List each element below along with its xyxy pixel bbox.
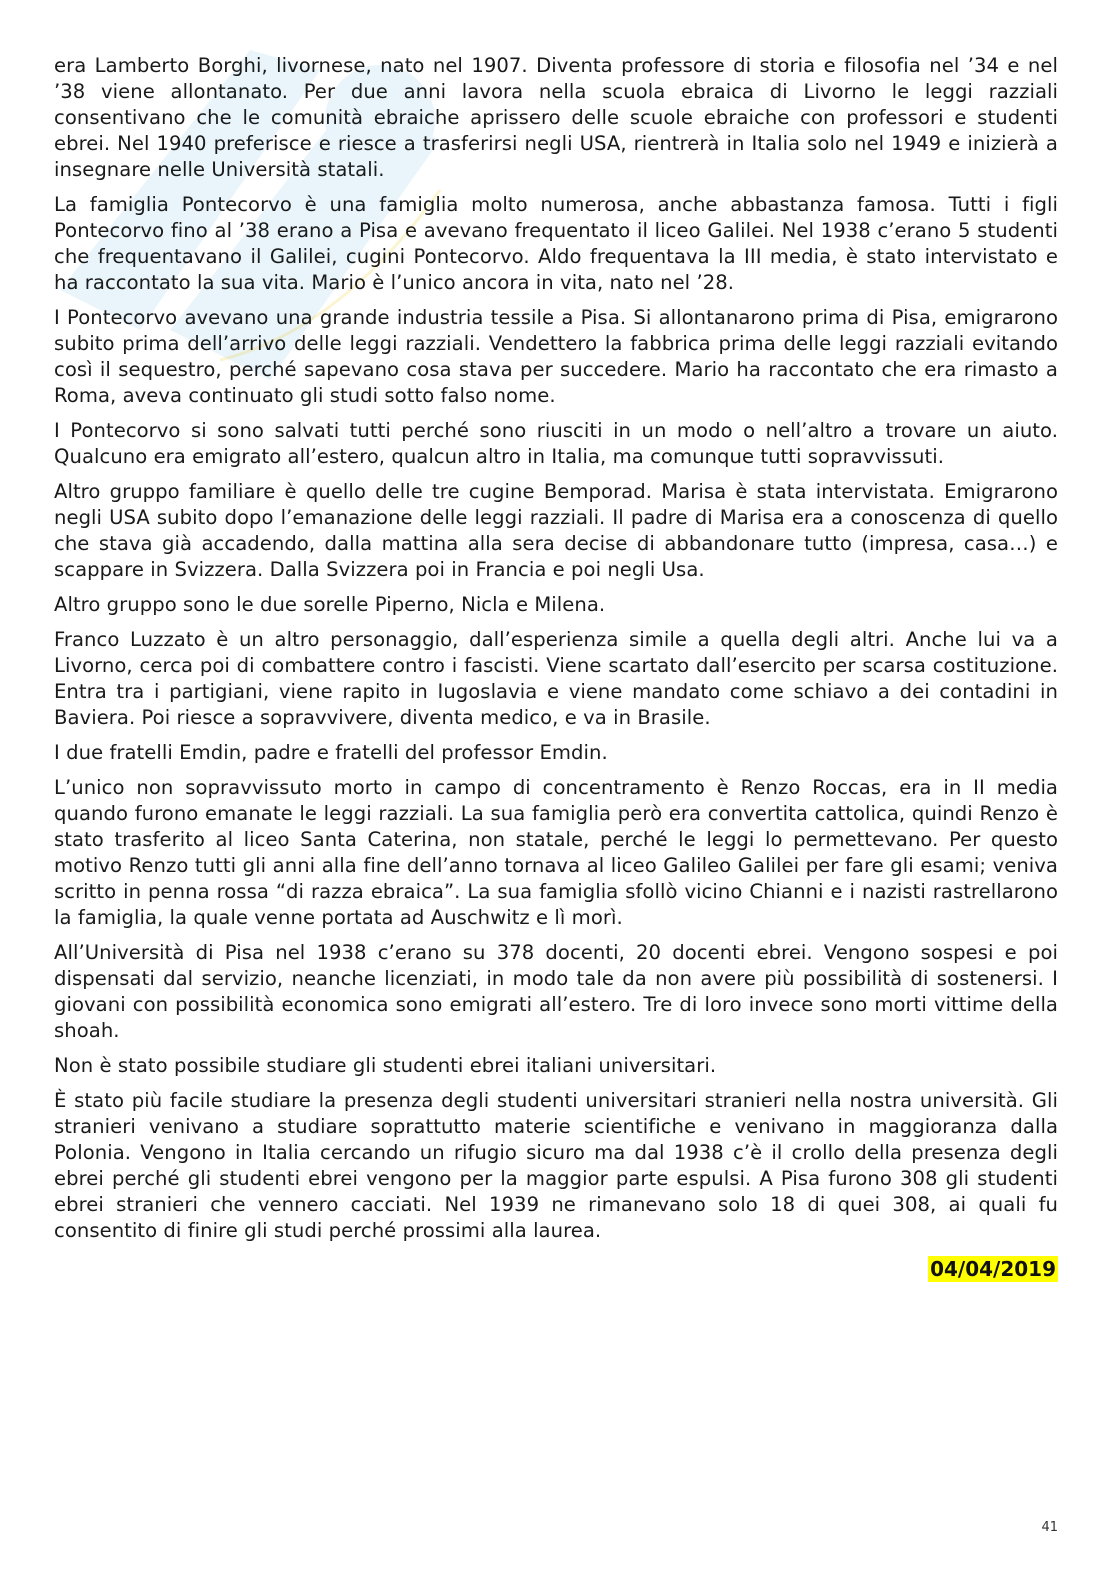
paragraph: È stato più facile studiare la presenza degli studenti universitari stranieri nella nostra università. Gli stranieri venivano a studiare soprattutto materie scientifiche e venivano in maggioranza dalla Polonia. Vengono in Italia cercando un rifugio sicuro ma dal 1938 c’è il crollo della presenza degli ebrei perché gli studenti ebrei vengono per la maggior parte espulsi. A Pisa furono 308 gli studenti ebrei stranieri che vennero cacciati. Nel 1939 ne rimanevano solo 18 di quei 308, ai quali fu consentito di finire gli studi perché prossimi alla laurea. (54, 1089, 1058, 1242)
paragraph: La famiglia Pontecorvo è una famiglia molto numerosa, anche abbastanza famosa. Tutti i figli Pontecorvo fino al ’38 erano a Pisa e avevano frequentato il liceo Galilei. Nel 1938 c’erano 5 studenti che frequentavano il Galilei, cugini Pontecorvo. Aldo frequentava la III media, è stato intervistato e ha raccontato la sua vita. Mario è l’unico ancora in vita, nato nel ’28. (54, 193, 1058, 294)
paragraph: I Pontecorvo si sono salvati tutti perché sono riusciti in un modo o nell’altro a trovare un aiuto. Qualcuno era emigrato all’estero, qualcun altro in Italia, ma comunque tutti sopravvissuti. (54, 419, 1058, 468)
paragraph: L’unico non sopravvissuto morto in campo di concentramento è Renzo Roccas, era in II media quando furono emanate le leggi razziali. La sua famiglia però era convertita cattolica, quindi Renzo è stato trasferito al liceo Santa Caterina, non statale, perché le leggi lo permettevano. Per questo motivo Renzo tutti gli anni alla fine dell’anno tornava al liceo Galileo Galilei per fare gli esami; veniva scritto in penna rossa “di razza ebraica”. La sua famiglia sfollò vicino Chianni e i nazisti rastrellarono la famiglia, la quale venne portata ad Auschwitz e lì morì. (54, 776, 1058, 929)
page-number: 41 (1041, 1520, 1058, 1535)
date-line (54, 1256, 1058, 1282)
paragraph: All’Università di Pisa nel 1938 c’erano su 378 docenti, 20 docenti ebrei. Vengono sospesi e poi dispensati dal servizio, neanche licenziati, in modo tale da non avere più possibilità di sostenersi. I giovani con possibilità economica sono emigrati all’estero. Tre di loro invece sono morti vittime della shoah. (54, 941, 1058, 1042)
paragraph: Non è stato possibile studiare gli studenti ebrei italiani universitari. (54, 1054, 717, 1077)
lecture-date: 04/04/2019 (930, 1257, 1056, 1281)
paragraph: Altro gruppo sono le due sorelle Piperno, Nicla e Milena. (54, 593, 606, 616)
paragraph: Franco Luzzato è un altro personaggio, dall’esperienza simile a quella degli altri. Anche lui va a Livorno, cerca poi di combattere contro i fascisti. Viene scartato dall’esercito per scarsa costituzione. Entra tra i partigiani, viene rapito in Iugoslavia e viene mandato come schiavo a dei contadini in Baviera. Poi riesce a sopravvivere, diventa medico, e va in Brasile. (54, 628, 1058, 729)
paragraph: I due fratelli Emdin, padre e fratelli del professor Emdin. (54, 741, 608, 764)
paragraph: I Pontecorvo avevano una grande industria tessile a Pisa. Si allontanarono prima di Pisa, emigrarono subito prima dell’arrivo delle leggi razziali. Vendettero la fabbrica prima delle leggi razziali evitando così il sequestro, perché sapevano cosa stava per succedere. Mario ha raccontato che era rimasto a Roma, aveva continuato gli studi sotto falso nome. (54, 306, 1058, 407)
document-body (54, 53, 1058, 1282)
paragraph: era Lamberto Borghi, livornese, nato nel 1907. Diventa professore di storia e filosofia nel ’34 e nel ’38 viene allontanato. Per due anni lavora nella scuola ebraica di Livorno le leggi razziali consentivano che le comunità ebraiche aprissero delle scuole ebraiche con professori e studenti ebrei. Nel 1940 preferisce e riesce a trasferirsi negli USA, rientrerà in Italia solo nel 1949 e inizierà a insegnare nelle Università statali. (54, 54, 1058, 181)
paragraph: Altro gruppo familiare è quello delle tre cugine Bemporad. Marisa è stata intervistata. Emigrarono negli USA subito dopo l’emanazione delle leggi razziali. Il padre di Marisa era a conoscenza di quello che stava già accadendo, dalla mattina alla sera decise di abbandonare tutto (impresa, casa…) e scappare in Svizzera. Dalla Svizzera poi in Francia e poi negli Usa. (54, 480, 1058, 581)
